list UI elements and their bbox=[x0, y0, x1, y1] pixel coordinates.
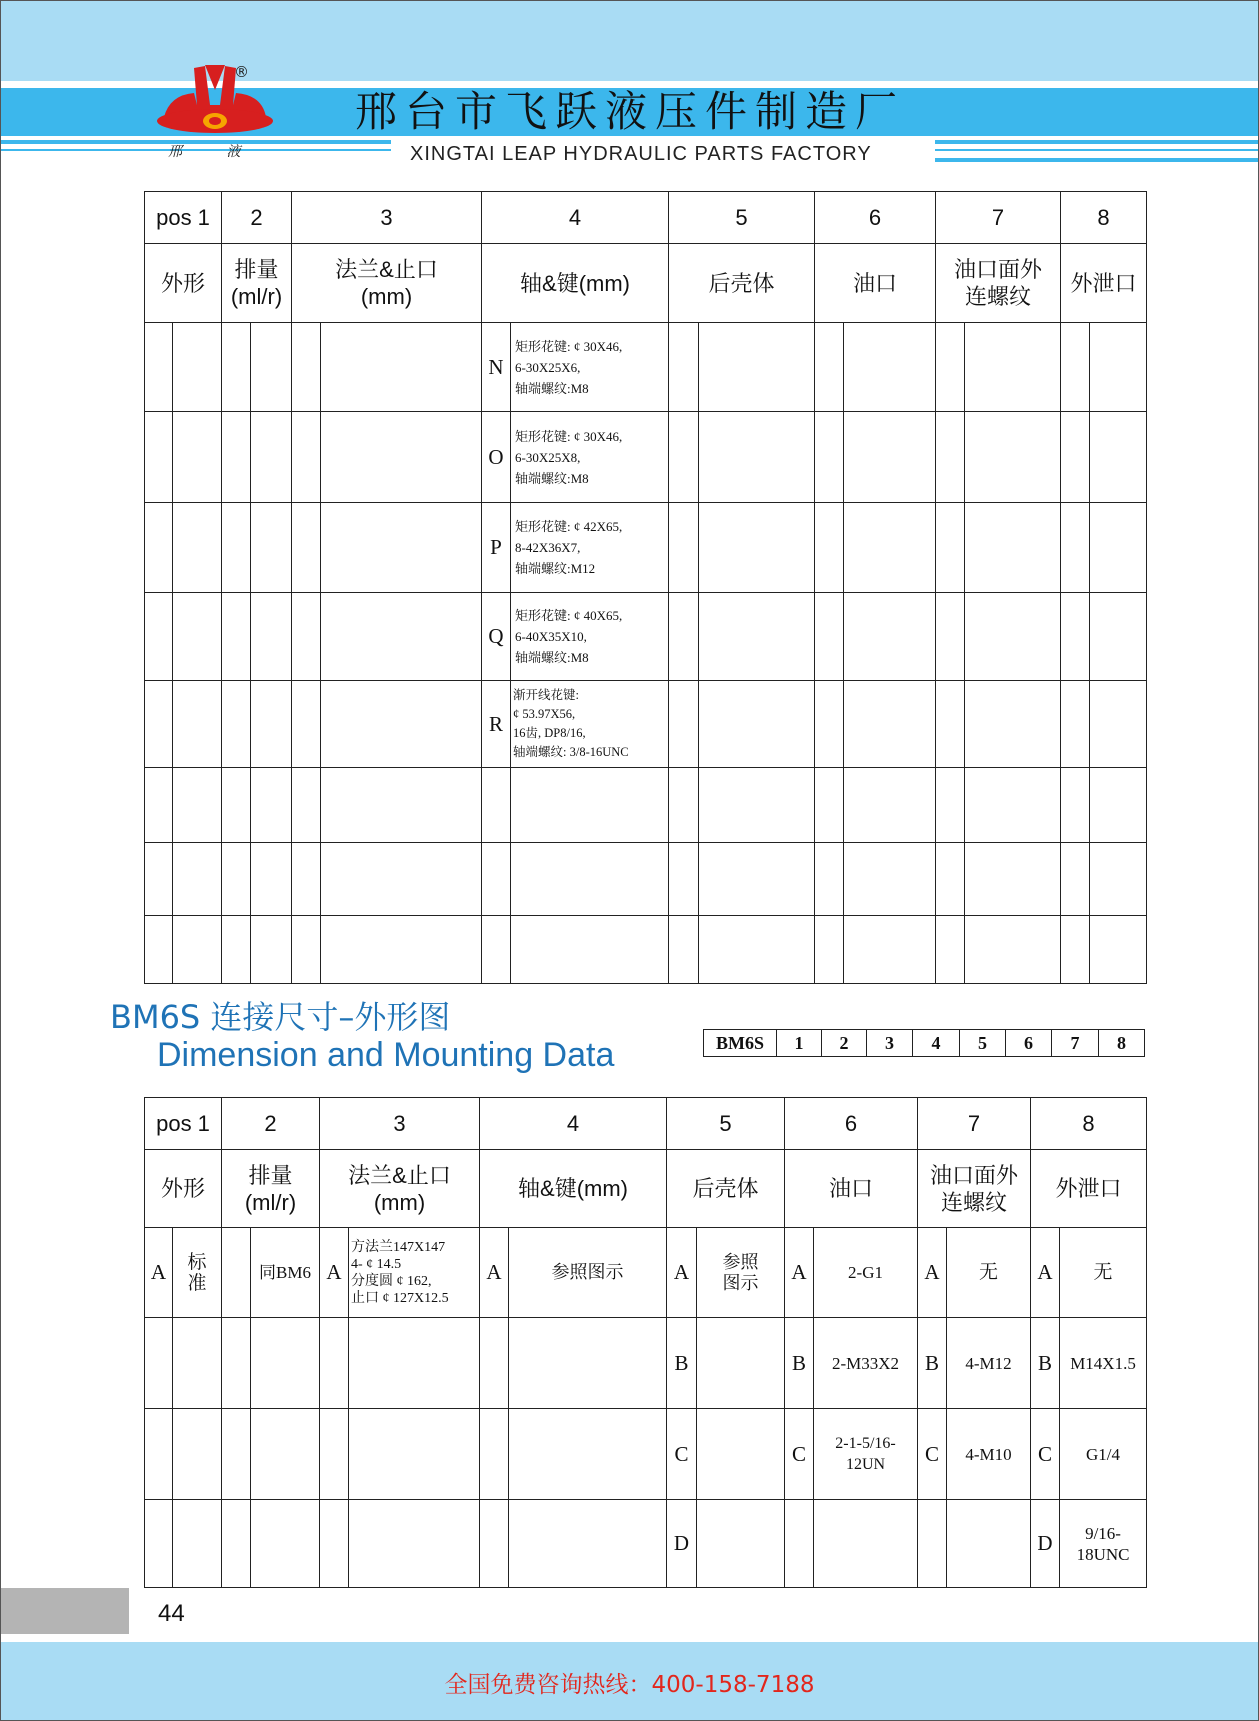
footer-hotline: 全国免费咨询热线：400-158-7188 bbox=[444, 1672, 815, 1698]
col-pos-4: 4 bbox=[482, 192, 669, 244]
option-value: 2-G1 bbox=[814, 1228, 918, 1318]
col-pos-3: 3 bbox=[292, 192, 482, 244]
option-value: 参照 图示 bbox=[697, 1228, 785, 1318]
options-table-continued bbox=[144, 191, 1147, 984]
table-row bbox=[145, 1228, 1147, 1318]
model-code-pos: 8 bbox=[1099, 1030, 1145, 1057]
header-stripe bbox=[935, 149, 1258, 151]
page-tab bbox=[1, 1588, 129, 1634]
option-value: G1/4 bbox=[1060, 1409, 1147, 1500]
option-code: A bbox=[480, 1228, 509, 1318]
model-code-pos: 6 bbox=[1006, 1030, 1052, 1057]
model-code-table bbox=[703, 1029, 1145, 1057]
model-code-pos: 3 bbox=[867, 1030, 913, 1057]
option-value: 9/16- 18UNC bbox=[1060, 1500, 1147, 1588]
option-value: M14X1.5 bbox=[1060, 1318, 1147, 1409]
table-row bbox=[145, 843, 1147, 916]
col-pos-2: 2 bbox=[222, 1098, 320, 1150]
option-value: 参照图示 bbox=[509, 1228, 667, 1318]
model-code-pos: 1 bbox=[777, 1030, 822, 1057]
col-pos-8: 8 bbox=[1031, 1098, 1147, 1150]
model-code-pos: 7 bbox=[1052, 1030, 1099, 1057]
option-value: 无 bbox=[1060, 1228, 1147, 1318]
shaft-option-code: O bbox=[482, 412, 511, 503]
model-code-pos: 4 bbox=[913, 1030, 960, 1057]
table-row bbox=[145, 412, 1147, 503]
header-stripe bbox=[935, 158, 1258, 162]
option-value: 4-M12 bbox=[947, 1318, 1031, 1409]
option-value: 无 bbox=[947, 1228, 1031, 1318]
col-label-shape: 外形 bbox=[145, 244, 222, 323]
col-pos-6: 6 bbox=[785, 1098, 918, 1150]
option-code: A bbox=[1031, 1228, 1060, 1318]
model-code-name: BM6S bbox=[704, 1030, 777, 1057]
col-label-shape: 外形 bbox=[145, 1150, 222, 1228]
table-row bbox=[145, 593, 1147, 681]
col-label-drain-port: 外泄口 bbox=[1061, 244, 1147, 323]
col-label-oil-port: 油口 bbox=[785, 1150, 918, 1228]
col-label-drain-port: 外泄口 bbox=[1031, 1150, 1147, 1228]
option-value: 同BM6 bbox=[251, 1228, 320, 1318]
option-value: 标 准 bbox=[173, 1228, 222, 1318]
col-pos-5: 5 bbox=[667, 1098, 785, 1150]
option-code: C bbox=[1031, 1409, 1060, 1500]
col-label-rear-housing: 后壳体 bbox=[667, 1150, 785, 1228]
option-code: A bbox=[320, 1228, 349, 1318]
col-pos-8: 8 bbox=[1061, 192, 1147, 244]
logo-text: 邢 液 bbox=[168, 144, 261, 160]
company-logo-icon bbox=[150, 60, 280, 170]
option-value: 2-1-5/16- 12UN bbox=[814, 1409, 918, 1500]
col-label-port-thread: 油口面外 连螺纹 bbox=[918, 1150, 1031, 1228]
table-row bbox=[145, 1500, 1147, 1588]
col-pos-3: 3 bbox=[320, 1098, 480, 1150]
col-pos-2: 2 bbox=[222, 192, 292, 244]
shaft-option-code: Q bbox=[482, 593, 511, 681]
col-label-rear-housing: 后壳体 bbox=[669, 244, 815, 323]
option-value: 4-M10 bbox=[947, 1409, 1031, 1500]
table-row bbox=[145, 323, 1147, 412]
table-row bbox=[145, 1409, 1147, 1500]
page-number: 44 bbox=[158, 1600, 185, 1627]
option-code: A bbox=[145, 1228, 173, 1318]
option-code: D bbox=[1031, 1500, 1060, 1588]
shaft-option-code: P bbox=[482, 503, 511, 593]
option-code: B bbox=[785, 1318, 814, 1409]
col-pos-6: 6 bbox=[815, 192, 936, 244]
header-stripe bbox=[935, 140, 1258, 144]
shaft-option-description: 矩形花键: ¢ 30X46, 6-30X25X6, 轴端螺纹:M8 bbox=[511, 323, 669, 412]
shaft-option-description: 矩形花键: ¢ 42X65, 8-42X36X7, 轴端螺纹:M12 bbox=[511, 503, 669, 593]
section-title-cn: BM6S 连接尺寸–外形图 bbox=[110, 998, 451, 1036]
col-pos-4: 4 bbox=[480, 1098, 667, 1150]
shaft-option-description: 渐开线花键: ¢ 53.97X56, 16齿, DP8/16, 轴端螺纹: 3/8-16UNC bbox=[511, 681, 669, 768]
registered-mark: ® bbox=[234, 63, 249, 81]
col-label-shaft-key: 轴&键(mm) bbox=[480, 1150, 667, 1228]
col-label-port-thread: 油口面外 连螺纹 bbox=[936, 244, 1061, 323]
col-label-displacement: 排量 (ml/r) bbox=[222, 1150, 320, 1228]
option-code: A bbox=[785, 1228, 814, 1318]
company-name-cn: 邢台市飞跃液压件制造厂 bbox=[355, 87, 906, 136]
shaft-option-description: 矩形花键: ¢ 40X65, 6-40X35X10, 轴端螺纹:M8 bbox=[511, 593, 669, 681]
section-title-en: Dimension and Mounting Data bbox=[157, 1036, 615, 1074]
model-code-pos: 2 bbox=[822, 1030, 867, 1057]
col-pos-5: 5 bbox=[669, 192, 815, 244]
bm6s-options-table bbox=[144, 1097, 1147, 1588]
shaft-option-description: 矩形花键: ¢ 30X46, 6-30X25X8, 轴端螺纹:M8 bbox=[511, 412, 669, 503]
option-code: C bbox=[785, 1409, 814, 1500]
col-pos-1: pos 1 bbox=[145, 1098, 222, 1150]
table-row bbox=[145, 916, 1147, 984]
option-code: B bbox=[1031, 1318, 1060, 1409]
table-row bbox=[145, 503, 1147, 593]
col-label-flange: 法兰&止口 (mm) bbox=[320, 1150, 480, 1228]
table-row bbox=[145, 1318, 1147, 1409]
company-name-en: XINGTAI LEAP HYDRAULIC PARTS FACTORY bbox=[410, 143, 872, 165]
option-code: D bbox=[667, 1500, 697, 1588]
col-label-displacement: 排量 (ml/r) bbox=[222, 244, 292, 323]
shaft-option-code: R bbox=[482, 681, 511, 768]
col-label-shaft-key: 轴&键(mm) bbox=[482, 244, 669, 323]
option-value: 2-M33X2 bbox=[814, 1318, 918, 1409]
option-code: C bbox=[667, 1409, 697, 1500]
col-pos-7: 7 bbox=[918, 1098, 1031, 1150]
option-value: 方法兰147X147 4- ¢ 14.5 分度圆 ¢ 162, 止口 ¢ 127X12.5 bbox=[349, 1228, 480, 1318]
option-code: A bbox=[918, 1228, 947, 1318]
col-label-flange: 法兰&止口 (mm) bbox=[292, 244, 482, 323]
table-row bbox=[145, 768, 1147, 843]
option-code: C bbox=[918, 1409, 947, 1500]
option-code: B bbox=[667, 1318, 697, 1409]
option-code: A bbox=[667, 1228, 697, 1318]
col-pos-7: 7 bbox=[936, 192, 1061, 244]
model-code-pos: 5 bbox=[960, 1030, 1006, 1057]
col-label-oil-port: 油口 bbox=[815, 244, 936, 323]
shaft-option-code: N bbox=[482, 323, 511, 412]
col-pos-1: pos 1 bbox=[145, 192, 222, 244]
table-row bbox=[145, 681, 1147, 768]
option-code: B bbox=[918, 1318, 947, 1409]
